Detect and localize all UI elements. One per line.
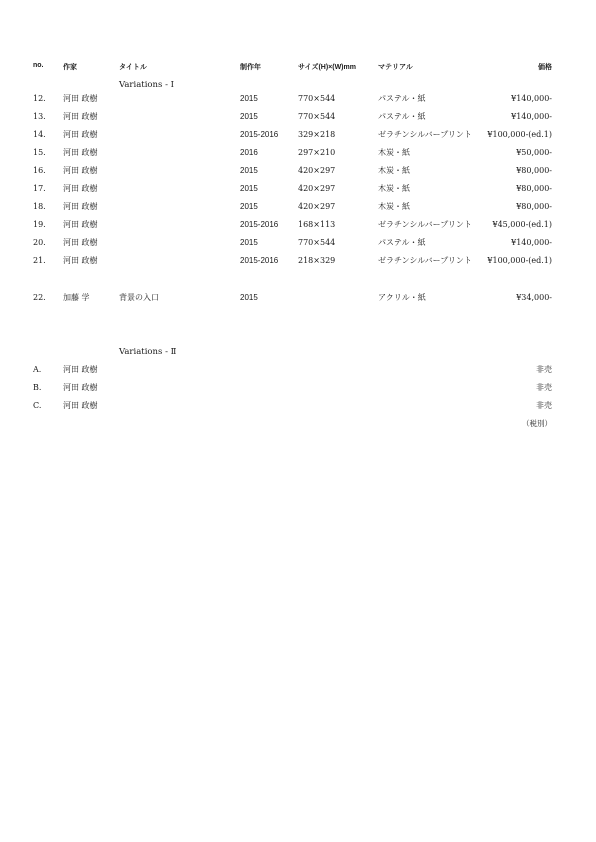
cell-no: 14. <box>33 130 46 139</box>
cell-price: 非売 <box>536 383 552 392</box>
cell-artist: 河田 政樹 <box>63 238 98 247</box>
header-size: サイズ(H)×(W)mm <box>298 64 356 71</box>
cell-material: パステル・紙 <box>378 94 426 103</box>
cell-no: 22. <box>33 293 46 302</box>
header-title: タイトル <box>119 64 147 71</box>
cell-size: 329×218 <box>298 130 336 139</box>
cell-artist: 河田 政樹 <box>63 383 98 392</box>
table-row <box>0 128 596 142</box>
cell-title: 背景の入口 <box>119 293 159 302</box>
cell-year: 2015 <box>240 94 258 103</box>
table-row <box>0 218 596 232</box>
cell-size: 168×113 <box>298 220 336 229</box>
cell-artist: 河田 政樹 <box>63 148 98 157</box>
cell-artist: 河田 政樹 <box>63 112 98 121</box>
cell-price: ¥80,000- <box>516 166 552 175</box>
cell-artist: 河田 政樹 <box>63 256 98 265</box>
cell-no: 21. <box>33 256 46 265</box>
cell-size: 420×297 <box>298 184 336 193</box>
cell-price: ¥140,000- <box>511 94 552 103</box>
cell-year: 2015-2016 <box>240 130 279 139</box>
cell-year: 2015 <box>240 202 258 211</box>
cell-price: 非売 <box>536 365 552 374</box>
cell-material: ゼラチンシルバープリント <box>378 256 472 265</box>
cell-artist: 河田 政樹 <box>63 401 98 410</box>
cell-artist: 河田 政樹 <box>63 166 98 175</box>
cell-price: ¥34,000- <box>516 293 552 302</box>
cell-year: 2015-2016 <box>240 220 279 229</box>
cell-no: C. <box>33 401 42 410</box>
tax-note: （税別） <box>522 419 552 428</box>
cell-size: 420×297 <box>298 202 336 211</box>
cell-no: 12. <box>33 94 46 103</box>
cell-material: アクリル・紙 <box>378 293 426 302</box>
cell-material: 木炭・紙 <box>378 184 410 193</box>
cell-price: 非売 <box>536 401 552 410</box>
table-row <box>0 182 596 196</box>
cell-year: 2016 <box>240 148 258 157</box>
cell-year: 2015-2016 <box>240 256 279 265</box>
cell-material: 木炭・紙 <box>378 166 410 175</box>
cell-no: A. <box>33 365 42 374</box>
cell-year: 2015 <box>240 238 258 247</box>
section-title-variations-1: Variations - Ⅰ <box>119 80 174 90</box>
header-artist: 作家 <box>63 64 77 71</box>
cell-no: 18. <box>33 202 46 211</box>
cell-no: 20. <box>33 238 46 247</box>
section-title-variations-2: Variations - Ⅱ <box>119 347 177 357</box>
cell-size: 297×210 <box>298 148 336 157</box>
cell-no: 13. <box>33 112 46 121</box>
cell-artist: 河田 政樹 <box>63 94 98 103</box>
table-row <box>0 200 596 214</box>
cell-artist: 河田 政樹 <box>63 130 98 139</box>
header-price: 価格 <box>538 64 552 71</box>
header-material: マテリアル <box>378 64 413 71</box>
cell-price: ¥140,000- <box>511 112 552 121</box>
table-row <box>0 399 596 413</box>
cell-size: 218×329 <box>298 256 336 265</box>
table-row <box>0 110 596 124</box>
cell-artist: 河田 政樹 <box>63 184 98 193</box>
cell-year: 2015 <box>240 184 258 193</box>
table-row <box>0 92 596 106</box>
cell-price: ¥80,000- <box>516 202 552 211</box>
cell-artist: 河田 政樹 <box>63 202 98 211</box>
cell-size: 770×544 <box>298 238 336 247</box>
table-row <box>0 363 596 377</box>
cell-size: 770×544 <box>298 112 336 121</box>
cell-no: 15. <box>33 148 46 157</box>
cell-material: 木炭・紙 <box>378 148 410 157</box>
cell-size: 770×544 <box>298 94 336 103</box>
cell-price: ¥140,000- <box>511 238 552 247</box>
header-year: 制作年 <box>240 64 261 71</box>
cell-price: ¥80,000- <box>516 184 552 193</box>
cell-material: パステル・紙 <box>378 238 426 247</box>
cell-material: ゼラチンシルバープリント <box>378 220 472 229</box>
cell-no: 16. <box>33 166 46 175</box>
cell-no: 19. <box>33 220 46 229</box>
cell-price: ¥45,000-(ed.1) <box>492 220 552 229</box>
table-row <box>0 254 596 268</box>
cell-size: 420×297 <box>298 166 336 175</box>
cell-year: 2015 <box>240 293 258 302</box>
cell-price: ¥100,000-(ed.1) <box>487 256 552 265</box>
table-row <box>0 236 596 250</box>
cell-year: 2015 <box>240 112 258 121</box>
cell-year: 2015 <box>240 166 258 175</box>
table-row <box>0 164 596 178</box>
cell-no: B. <box>33 383 42 392</box>
cell-material: パステル・紙 <box>378 112 426 121</box>
table-row <box>0 381 596 395</box>
table-row <box>0 291 596 305</box>
cell-artist: 加藤 学 <box>63 293 90 302</box>
cell-artist: 河田 政樹 <box>63 365 98 374</box>
cell-material: ゼラチンシルバープリント <box>378 130 472 139</box>
cell-price: ¥50,000- <box>516 148 552 157</box>
cell-artist: 河田 政樹 <box>63 220 98 229</box>
header-no: no. <box>33 62 44 69</box>
table-row <box>0 146 596 160</box>
cell-no: 17. <box>33 184 46 193</box>
cell-material: 木炭・紙 <box>378 202 410 211</box>
cell-price: ¥100,000-(ed.1) <box>487 130 552 139</box>
